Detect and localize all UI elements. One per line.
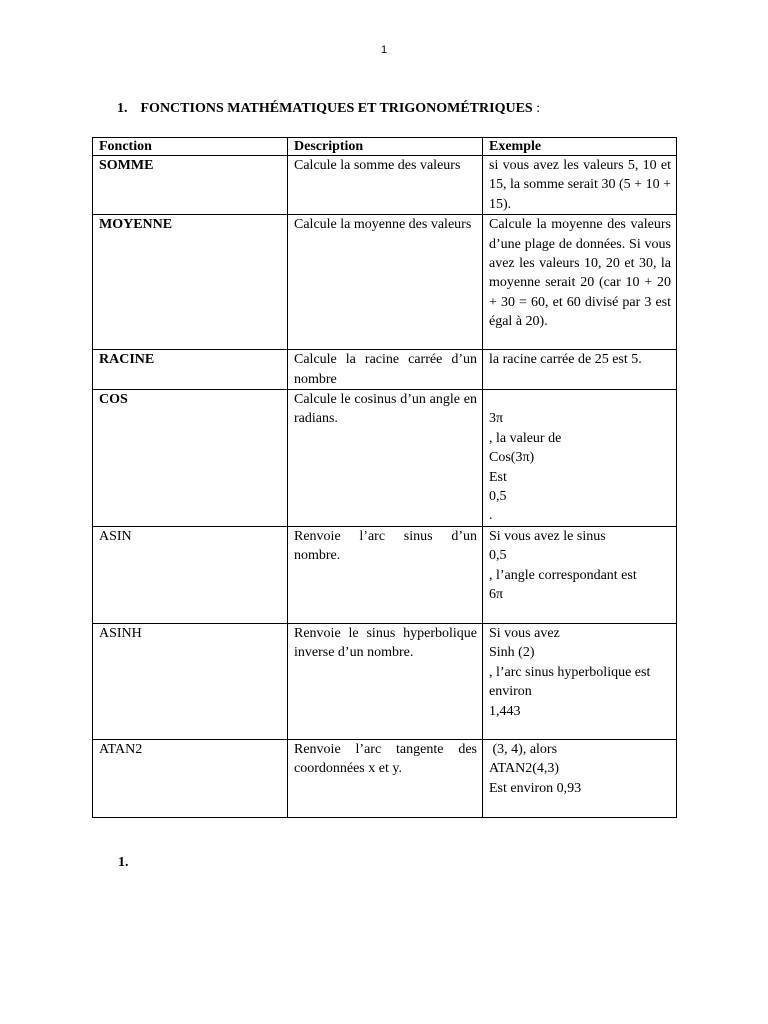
- next-section-number: 1.: [118, 855, 129, 870]
- exemple-line: , l’arc sinus hyperbolique est: [489, 664, 651, 680]
- header-fonction: Fonction: [93, 138, 288, 156]
- section-heading-number: 1.: [117, 101, 128, 116]
- exemple-line: 0,5: [489, 489, 507, 505]
- row-fonction: COS: [93, 390, 288, 527]
- section-heading-text: FONCTIONS MATHÉMATIQUES ET TRIGONOMÉTRIQUES: [140, 101, 533, 116]
- table-row: [93, 739, 677, 817]
- page-number: 1: [380, 44, 388, 56]
- table-row: [93, 526, 677, 623]
- row-description: Renvoie l’arc sinus d’un nombre.: [288, 526, 483, 623]
- table-row: [93, 623, 677, 739]
- table-header-row: [93, 138, 677, 156]
- exemple-line: Cos(3π): [489, 450, 535, 466]
- exemple-line: , l’angle correspondant est: [489, 567, 637, 583]
- row-description: Calcule la racine carrée d’un nombre: [288, 350, 483, 390]
- exemple-line: , la valeur de: [489, 430, 562, 446]
- row-exemple: [483, 390, 677, 527]
- exemple-line: Est environ 0,93: [489, 780, 582, 796]
- header-exemple: Exemple: [483, 138, 677, 156]
- exemple-line: [489, 390, 671, 409]
- row-fonction: SOMME: [93, 156, 288, 215]
- table-row: [93, 390, 677, 527]
- section-heading: [117, 101, 540, 117]
- header-description: Description: [288, 138, 483, 156]
- exemple-line: 0,5: [489, 548, 507, 564]
- row-exemple: [483, 623, 677, 739]
- row-exemple: la racine carrée de 25 est 5.: [483, 350, 677, 390]
- row-fonction: ASIN: [93, 526, 288, 623]
- row-exemple: [483, 739, 677, 817]
- row-exemple: [483, 526, 677, 623]
- row-description: Calcule la moyenne des valeurs: [288, 215, 483, 350]
- exemple-line: 6π: [489, 587, 504, 603]
- row-fonction: ASINH: [93, 623, 288, 739]
- exemple-line: ATAN2(4,3): [489, 761, 560, 777]
- row-exemple: Calcule la moyenne des valeurs d’une plage de données. Si vous avez les valeurs 10, 20 et 30, la moyenne serait 20 (car 10 + 20 + 30 = 60, et 60 divisé par 3 est égal à 20).: [483, 215, 677, 350]
- exemple-line: Sinh (2): [489, 645, 535, 661]
- section-heading-colon: :: [532, 101, 541, 116]
- exemple-line: (3, 4), alors: [489, 741, 558, 757]
- table-row: [93, 156, 677, 215]
- row-fonction: ATAN2: [93, 739, 288, 817]
- exemple-line: Si vous avez: [489, 625, 560, 641]
- row-description: Renvoie le sinus hyperbolique inverse d’un nombre.: [288, 623, 483, 739]
- exemple-line: environ: [489, 684, 532, 700]
- row-description: Calcule la somme des valeurs: [288, 156, 483, 215]
- exemple-line: Est: [489, 469, 507, 485]
- functions-table: [92, 137, 677, 818]
- row-description: Renvoie l’arc tangente des coordonnées x et y.: [288, 739, 483, 817]
- row-fonction: MOYENNE: [93, 215, 288, 350]
- row-exemple: si vous avez les valeurs 5, 10 et 15, la somme serait 30 (5 + 10 + 15).: [483, 156, 677, 215]
- table-row: [93, 215, 677, 350]
- row-fonction: RACINE: [93, 350, 288, 390]
- table-row: [93, 350, 677, 390]
- exemple-line: Si vous avez le sinus: [489, 528, 606, 544]
- exemple-line: 3π: [489, 411, 504, 427]
- exemple-line: 1,443: [489, 703, 521, 719]
- row-description: Calcule le cosinus d’un angle en radians.: [288, 390, 483, 527]
- exemple-line: .: [489, 508, 493, 524]
